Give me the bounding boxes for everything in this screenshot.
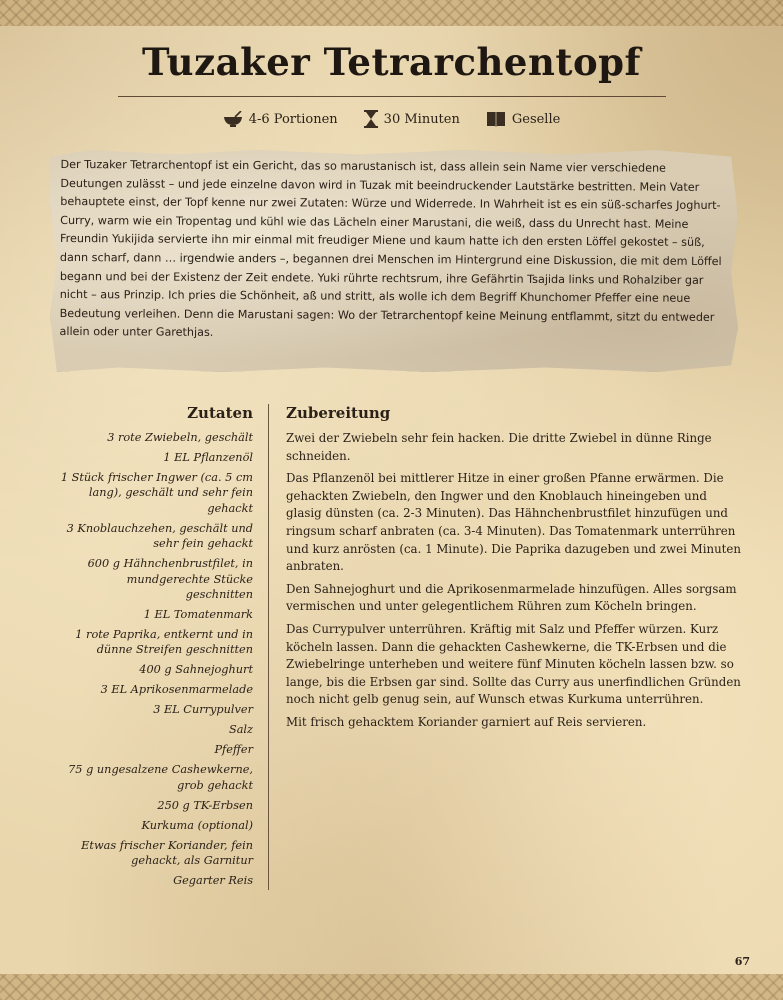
difficulty-info — [486, 110, 560, 128]
story-note-text: Der Tuzaker Tetrarchentopf ist ein Gericht, das so marustanisch ist, dass allein sein Name vier verschiedene Deutungen zulässt – und jede einzelne davon wird in Tuzak mit beeindruckender Lautstärke bestritten. Mein Vater behauptete einst, der Topf kenne nur zwei Zutaten: Würze und Widerrede. In Wahrheit ist es ein süß-scharfes Joghurt-Curry, warm wie ein Tropentag und kühl wie das Lächeln einer Marustani, die weiß, dass du Unrecht hast. Meine Freundin Yukijida servierte ihn mir einmal mit freudiger Miene und kaum hatte ich den ersten Löffel gekostet – süß, dann scharf, dann … irgendwie anders –, begannen drei Menschen im Hintergrund eine Diskussion, die mit dem Löffel begann und bei der Existenz der Zeit endete. Yuki rührte rechtsrum, ihre Gefährtin Tsajida links und Rohalziber gar nicht – aus Prinzip. Ich pries die Schönheit, aß und stritt, als wolle ich dem Begriff Khunchomer Pfeffer eine neue Bedeutung verleihen. Denn die Marustani sagen: Wo der Tetrarchentopf keine Meinung entflammt, sitzt du entweder allein oder unter Garethjas. — [59, 157, 722, 340]
page-number: 67 — [734, 955, 750, 968]
title-divider — [118, 96, 666, 97]
ingredient-item: Pfeffer — [214, 743, 253, 757]
preparation-step: Das Pflanzenöl bei mittlerer Hitze in einer großen Pfanne erwärmen. Die gehackten Zwiebeln, den Ingwer und den Knoblauch hineingeben und glasig dünsten (ca. 2-3 Minuten). Das Hähnchenbrustfilet hinzufügen und ringsum scharf anbraten (ca. 3-4 Minuten). Das Tomatenmark unterrühren und kurz anrösten (ca. 1 Minute). Die Paprika dazugeben und zwei Minuten anbraten. — [286, 471, 742, 574]
ingredient-item: Etwas frischer Koriander, fein gehackt, als Garnitur — [81, 838, 253, 868]
ingredient-item: 250 g TK-Erbsen — [157, 798, 253, 812]
servings-label: 4-6 Portionen — [248, 111, 338, 127]
recipe-meta — [0, 110, 783, 128]
ingredient-item: 75 g ungesalzene Cashewkerne, grob gehackt — [68, 763, 253, 792]
column-divider — [268, 404, 269, 890]
preparation-step: Mit frisch gehacktem Koriander garniert auf Reis servieren. — [286, 714, 647, 729]
bowl-icon — [223, 111, 243, 127]
ingredient-item: 3 EL Aprikosenmarmelade — [100, 683, 253, 697]
preparation-step: Zwei der Zwiebeln sehr fein hacken. Die dritte Zwiebel in dünne Ringe schneiden. — [286, 431, 712, 463]
decorative-border-bottom — [0, 974, 783, 1000]
ingredient-item: 400 g Sahnejoghurt — [139, 663, 253, 677]
preparation-step: Den Sahnejoghurt und die Aprikosenmarmelade hinzufügen. Alles sorgsam vermischen und unter gelegentlichem Rühren zum Köcheln bringen. — [286, 581, 737, 614]
ingredient-item: Salz — [228, 723, 253, 737]
preparation-steps — [286, 430, 746, 737]
book-icon — [486, 111, 506, 127]
ingredient-item: 600 g Hähnchenbrustfilet, in mundgerechte Stücke geschnitten — [87, 557, 253, 602]
difficulty-label: Geselle — [511, 111, 561, 127]
ingredient-item: 3 Knoblauchzehen, geschält und sehr fein gehackt — [66, 521, 253, 551]
preparation-step: Das Currypulver unterrühren. Kräftig mit Salz und Pfeffer würzen. Kurz köcheln lassen. Dann die gehackten Cashewkerne, die TK-Erbsen und die Zwiebelringe unterheben und weitere fünf Minuten köcheln lassen bzw. so lange, bis die Erbsen gar sind. Sollte das Curry aus unerfindlichen Gründen noch nicht gelb genug sein, auf Wunsch etwas Kurkuma unterrühren. — [286, 621, 741, 707]
ingredient-item: 1 Stück frischer Ingwer (ca. 5 cm lang), geschält und sehr fein gehackt — [60, 471, 253, 515]
ingredient-item: 3 rote Zwiebeln, geschält — [107, 431, 253, 444]
ingredient-item: Kurkuma (optional) — [141, 818, 253, 832]
preparation-heading: Zubereitung — [286, 404, 391, 422]
ingredient-item: 3 EL Currypulver — [153, 703, 253, 717]
ingredient-item: 1 EL Pflanzenöl — [163, 451, 253, 464]
decorative-border-top — [0, 0, 783, 26]
ingredient-item: 1 EL Tomatenmark — [143, 608, 253, 622]
ingredients-list — [60, 430, 253, 893]
servings-info — [223, 110, 338, 128]
hourglass-icon — [364, 110, 378, 128]
recipe-title: Tuzaker Tetrarchentopf — [142, 40, 641, 84]
ingredient-item: 1 rote Paprika, entkernt und in dünne Streifen geschnitten — [75, 628, 253, 657]
time-info — [364, 110, 460, 128]
ingredients-heading: Zutaten — [187, 404, 253, 422]
time-label: 30 Minuten — [383, 111, 460, 127]
ingredient-item: Gegarter Reis — [173, 874, 253, 888]
